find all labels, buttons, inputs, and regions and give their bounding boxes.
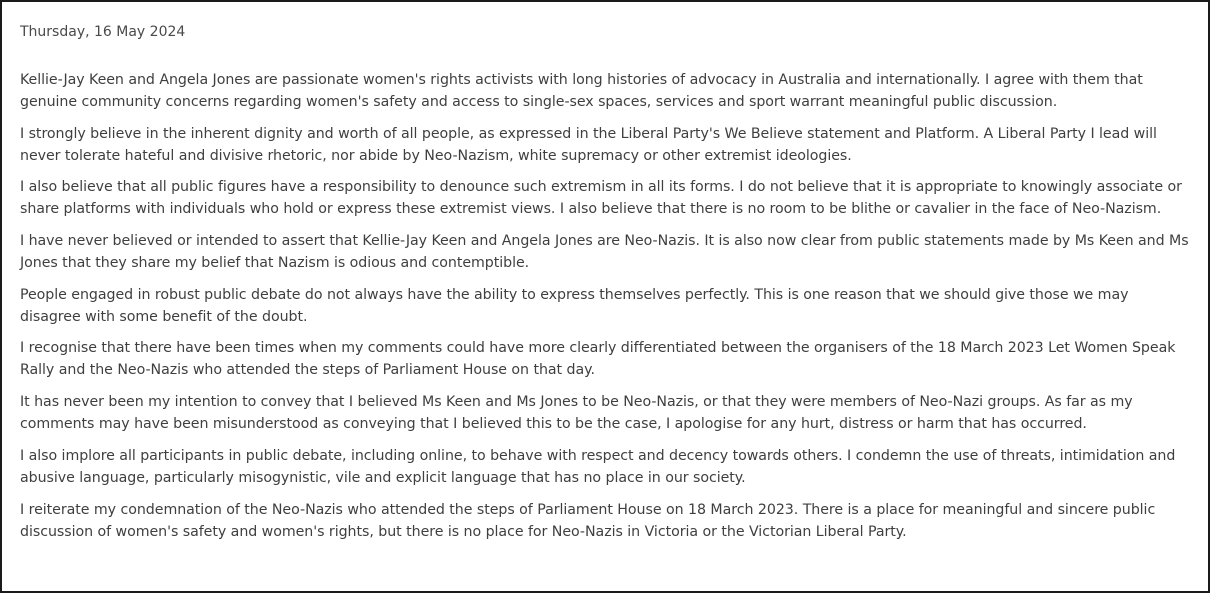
statement-date: Thursday, 16 May 2024 — [20, 24, 186, 40]
statement-paragraph-6: I recognise that there have been times when my comments could have more clearly differentiated between the organisers of the 18 March 2023 Let Women Speak Rally and the Neo-Nazis who attended the steps of Parliament House on that day. — [20, 340, 1176, 379]
statement-paragraph-7: It has never been my intention to convey that I believed Ms Keen and Ms Jones to be Neo-Nazis, or that they were members of Neo-Nazi groups. As far as my comments may have been misunderstood as conveying that I believed this to be the case, I apologise for any hurt, distress or harm that has occurred. — [20, 394, 1133, 433]
statement-paragraph-9: I reiterate my condemnation of the Neo-Nazis who attended the steps of Parliament House on 18 March 2023. There is a place for meaningful and sincere public discussion of women's safety and women's rights, but there is no place for Neo-Nazis in Victoria or the Victorian Liberal Party. — [20, 501, 1156, 540]
statement-paragraph-8: I also implore all participants in public debate, including online, to behave with respect and decency towards others. I condemn the use of threats, intimidation and abusive language, particularly misogynistic, vile and explicit language that has no place in our society. — [20, 447, 1176, 486]
statement-paragraph-2: I strongly believe in the inherent dignity and worth of all people, as expressed in the Liberal Party's We Believe statement and Platform. A Liberal Party I lead will never tolerate hateful and divisive rhetoric, nor abide by Neo-Nazism, white supremacy or other extremist ideologies. — [20, 125, 1157, 164]
statement-paragraph-3: I also believe that all public figures have a responsibility to denounce such extremism in all its forms. I do not believe that it is appropriate to knowingly associate or share platforms with individuals who hold or express these extremist views. I also believe that there is no room to be blithe or cavalier in the face of Neo-Nazism. — [20, 179, 1182, 218]
statement-paragraph-5: People engaged in robust public debate do not always have the ability to express themselves perfectly. This is one reason that we should give those we may disagree with some benefit of the doubt. — [20, 286, 1129, 325]
statement-paragraph-1: Kellie-Jay Keen and Angela Jones are passionate women's rights activists with long histories of advocacy in Australia and internationally. I agree with them that genuine community concerns regarding women's safety and access to single-sex spaces, services and sport warrant meaningful public discussion. — [20, 72, 1143, 110]
statement-paragraph-4: I have never believed or intended to assert that Kellie-Jay Keen and Angela Jones are Neo-Nazis. It is also now clear from public statements made by Ms Keen and Ms Jones that they share my belief that Nazism is odious and contemptible. — [20, 233, 1189, 272]
